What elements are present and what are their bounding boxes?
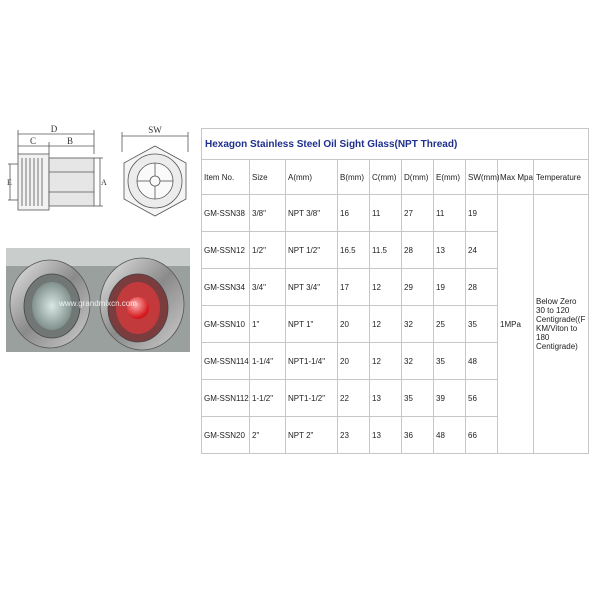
- table-cell: GM-SSN114: [202, 343, 250, 380]
- front-view-drawing: [114, 124, 196, 226]
- table-cell: 66: [466, 417, 498, 454]
- dim-label-a: A: [101, 178, 107, 187]
- table-cell: 32: [402, 343, 434, 380]
- spec-table: [201, 128, 589, 454]
- table-cell: 32: [402, 306, 434, 343]
- table-cell: 1": [250, 306, 286, 343]
- table-cell: 11: [434, 195, 466, 232]
- header-cell: Item No.: [202, 160, 250, 195]
- table-cell: 19: [434, 269, 466, 306]
- header-cell: C(mm): [370, 160, 402, 195]
- table-cell: 28: [402, 232, 434, 269]
- table-cell: GM-SSN112: [202, 380, 250, 417]
- header-cell: B(mm): [338, 160, 370, 195]
- table-cell: 1-1/4": [250, 343, 286, 380]
- table-cell: GM-SSN20: [202, 417, 250, 454]
- dim-label-c: C: [29, 136, 37, 146]
- table-cell: 11.5: [370, 232, 402, 269]
- table-cell: GM-SSN10: [202, 306, 250, 343]
- table-cell: 17: [338, 269, 370, 306]
- table-cell: NPT 3/4": [286, 269, 338, 306]
- table-cell: 27: [402, 195, 434, 232]
- header-cell: Temperature: [534, 160, 589, 195]
- header-cell: D(mm): [402, 160, 434, 195]
- table-cell: 36: [402, 417, 434, 454]
- dim-label-sw: SW: [148, 125, 162, 135]
- photo-watermark: www.grandmixcn.com: [59, 299, 137, 308]
- table-cell: 2": [250, 417, 286, 454]
- table-title: Hexagon Stainless Steel Oil Sight Glass(NPT Thread): [202, 129, 589, 160]
- table-cell: NPT 2": [286, 417, 338, 454]
- table-cell: 16: [338, 195, 370, 232]
- table-cell: 12: [370, 343, 402, 380]
- table-cell: 20: [338, 306, 370, 343]
- table-cell: 28: [466, 269, 498, 306]
- table-cell: 29: [402, 269, 434, 306]
- table-cell: 16.5: [338, 232, 370, 269]
- table-cell: GM-SSN34: [202, 269, 250, 306]
- table-cell: NPT 3/8": [286, 195, 338, 232]
- side-view-drawing: [4, 124, 106, 226]
- table-cell: NPT1-1/2": [286, 380, 338, 417]
- table-cell: 20: [338, 343, 370, 380]
- table-cell: 23: [338, 417, 370, 454]
- table-cell: 25: [434, 306, 466, 343]
- temperature-cell: Below Zero 30 to 120 Centigrade((F KM/Viton to 180 Centigrade): [534, 195, 589, 454]
- table-row: [202, 195, 589, 232]
- table-cell: 22: [338, 380, 370, 417]
- table-cell: 24: [466, 232, 498, 269]
- table-cell: 12: [370, 306, 402, 343]
- table-cell: 11: [370, 195, 402, 232]
- table-cell: 48: [466, 343, 498, 380]
- header-cell: Max Mpa: [498, 160, 534, 195]
- table-cell: 35: [402, 380, 434, 417]
- table-cell: 13: [370, 417, 402, 454]
- table-cell: 12: [370, 269, 402, 306]
- header-cell: SW(mm): [466, 160, 498, 195]
- max-mpa-cell: 1MPa: [498, 195, 534, 454]
- table-cell: 3/4": [250, 269, 286, 306]
- product-photo: [6, 248, 190, 352]
- table-cell: NPT1-1/4": [286, 343, 338, 380]
- table-cell: 1-1/2": [250, 380, 286, 417]
- table-cell: 19: [466, 195, 498, 232]
- table-cell: 13: [370, 380, 402, 417]
- table-cell: 56: [466, 380, 498, 417]
- header-cell: A(mm): [286, 160, 338, 195]
- header-cell: E(mm): [434, 160, 466, 195]
- header-cell: Size: [250, 160, 286, 195]
- table-header-row: [202, 160, 589, 195]
- table-cell: GM-SSN12: [202, 232, 250, 269]
- table-cell: NPT 1/2": [286, 232, 338, 269]
- table-cell: 3/8": [250, 195, 286, 232]
- table-cell: 1/2": [250, 232, 286, 269]
- table-cell: GM-SSN38: [202, 195, 250, 232]
- dim-label-e: E: [7, 178, 12, 187]
- table-cell: 35: [434, 343, 466, 380]
- table-cell: 39: [434, 380, 466, 417]
- table-cell: 48: [434, 417, 466, 454]
- table-cell: 35: [466, 306, 498, 343]
- dim-label-b: B: [66, 136, 74, 146]
- table-cell: 13: [434, 232, 466, 269]
- table-cell: NPT 1": [286, 306, 338, 343]
- dim-label-d: D: [50, 124, 58, 134]
